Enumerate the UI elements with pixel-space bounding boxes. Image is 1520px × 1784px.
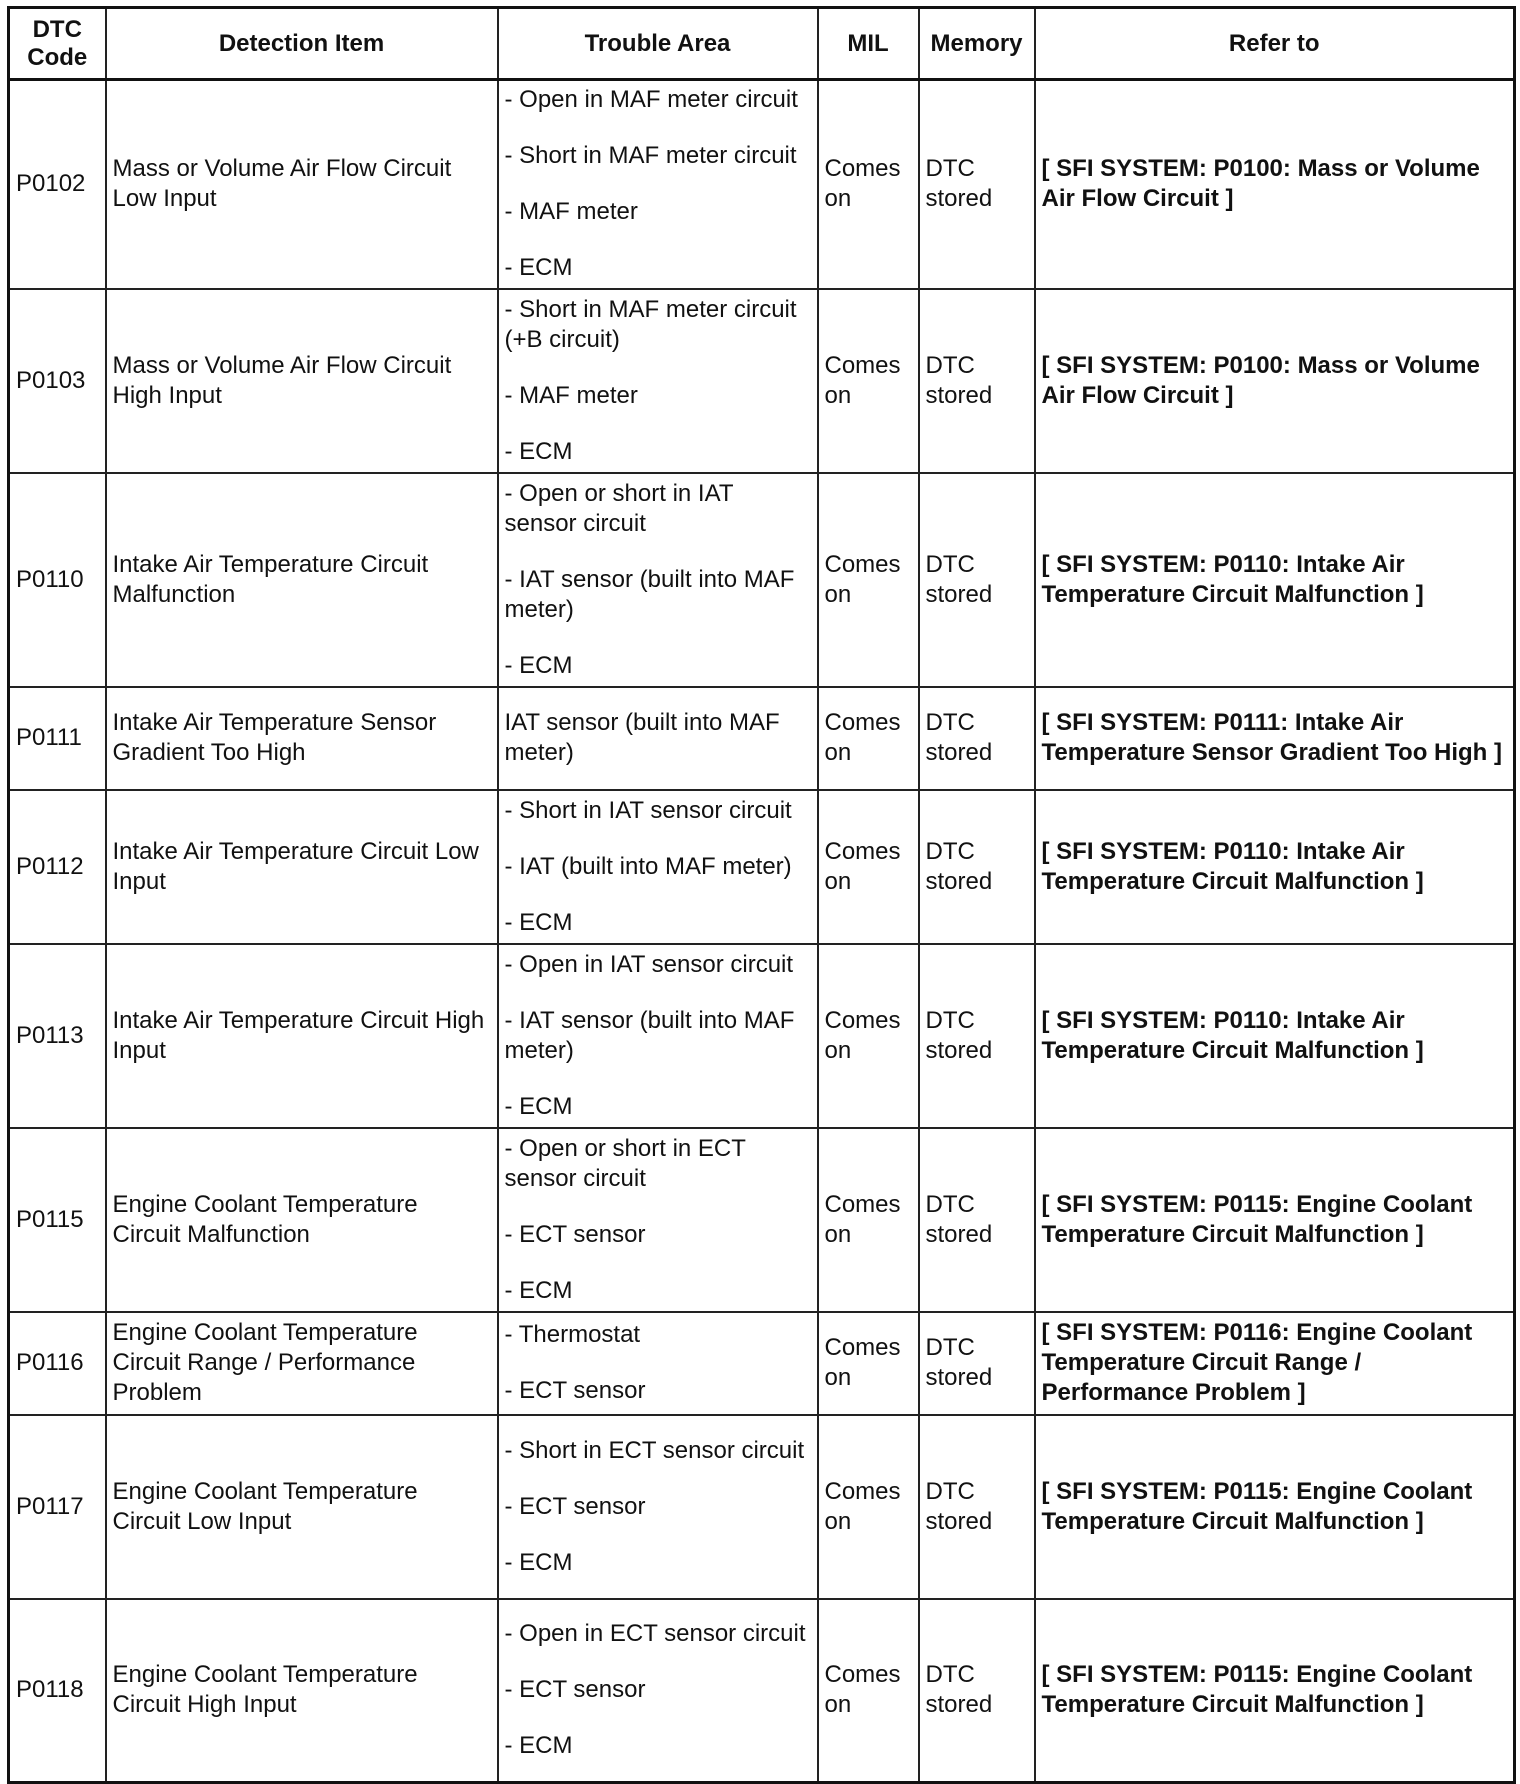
memory-cell: DTC stored: [919, 473, 1035, 687]
table-row: [9, 289, 1515, 473]
dtc-code-cell: P0103: [9, 289, 106, 473]
trouble-area-item: - Short in MAF meter circuit (+B circuit): [504, 295, 797, 353]
trouble-area-cell: [498, 687, 818, 790]
trouble-area-cell: [498, 1128, 818, 1312]
table-row: [9, 1599, 1515, 1783]
trouble-area-spacer: [505, 227, 811, 253]
detection-item-cell: Engine Coolant Temperature Circuit Low Input: [106, 1415, 498, 1599]
trouble-area-item: - IAT sensor (built into MAF meter): [504, 565, 795, 623]
trouble-area-cell: [498, 944, 818, 1128]
trouble-area-cell: [498, 1415, 818, 1599]
trouble-area-item: - ECM: [504, 1732, 573, 1760]
detection-item-cell: Mass or Volume Air Flow Circuit High Input: [106, 289, 498, 473]
mil-cell: Comes on: [818, 944, 919, 1128]
trouble-area-item: - Short in MAF meter circuit: [504, 142, 797, 170]
table-row: [9, 1128, 1515, 1312]
trouble-area-item: - ECM: [504, 651, 573, 679]
detection-item-cell: Intake Air Temperature Sensor Gradient Too High: [106, 687, 498, 790]
trouble-area-item: - Open in MAF meter circuit: [504, 86, 798, 114]
header-refer-to: Refer to: [1035, 8, 1515, 80]
mil-cell: Comes on: [818, 289, 919, 473]
mil-cell: Comes on: [818, 687, 919, 790]
dtc-code-cell: P0102: [9, 80, 106, 289]
detection-item-cell: Engine Coolant Temperature Circuit Range / Performance Problem: [106, 1312, 498, 1415]
refer-to-cell: [ SFI SYSTEM: P0115: Engine Coolant Temperature Circuit Malfunction ]: [1035, 1415, 1515, 1599]
table-row: [9, 790, 1515, 944]
memory-cell: DTC stored: [919, 944, 1035, 1128]
trouble-area-spacer: [505, 1705, 811, 1731]
refer-to-cell: [ SFI SYSTEM: P0110: Intake Air Temperature Circuit Malfunction ]: [1035, 944, 1515, 1128]
memory-cell: DTC stored: [919, 80, 1035, 289]
trouble-area-spacer: [505, 625, 811, 651]
dtc-code-cell: P0115: [9, 1128, 106, 1312]
trouble-area-spacer: [505, 980, 811, 1006]
refer-to-cell: [ SFI SYSTEM: P0100: Mass or Volume Air Flow Circuit ]: [1035, 80, 1515, 289]
dtc-code-cell: P0116: [9, 1312, 106, 1415]
trouble-area-item: - ECT sensor: [504, 1676, 646, 1704]
trouble-area-cell: [498, 790, 818, 944]
memory-cell: DTC stored: [919, 790, 1035, 944]
mil-cell: Comes on: [818, 473, 919, 687]
trouble-area-item: - ECT sensor: [504, 1220, 646, 1248]
mil-cell: Comes on: [818, 80, 919, 289]
header-row: [9, 8, 1515, 80]
trouble-area-item: - ECM: [504, 1092, 573, 1120]
detection-item-cell: Engine Coolant Temperature Circuit High Input: [106, 1599, 498, 1783]
detection-item-cell: Intake Air Temperature Circuit Low Input: [106, 790, 498, 944]
detection-item-cell: Intake Air Temperature Circuit High Input: [106, 944, 498, 1128]
refer-to-cell: [ SFI SYSTEM: P0116: Engine Coolant Temperature Circuit Range / Performance Problem ]: [1035, 1312, 1515, 1415]
trouble-area-item: - IAT sensor (built into MAF meter): [504, 1006, 795, 1064]
trouble-area-spacer: [505, 115, 811, 141]
trouble-area-spacer: [505, 1066, 811, 1092]
trouble-area-spacer: [505, 1466, 811, 1492]
dtc-code-cell: P0117: [9, 1415, 106, 1599]
trouble-area-item: - ECT sensor: [504, 1377, 646, 1404]
trouble-area-spacer: [505, 539, 811, 565]
trouble-area-item: - MAF meter: [504, 198, 638, 226]
trouble-area-item: - Short in ECT sensor circuit: [504, 1436, 805, 1464]
trouble-area-item: - Open or short in ECT sensor circuit: [504, 1134, 746, 1192]
table-row: [9, 944, 1515, 1128]
trouble-area-item: - ECM: [504, 908, 573, 936]
header-detection-item: Detection Item: [106, 8, 498, 80]
trouble-area-cell: [498, 1312, 818, 1415]
trouble-area-spacer: [505, 1250, 811, 1276]
trouble-area-cell: [498, 80, 818, 289]
table-row: [9, 687, 1515, 790]
dtc-code-cell: P0113: [9, 944, 106, 1128]
trouble-area-cell: [498, 473, 818, 687]
header-mil: MIL: [818, 8, 919, 80]
trouble-area-spacer: [505, 355, 811, 381]
trouble-area-item: - Thermostat: [504, 1321, 641, 1348]
trouble-area-spacer: [505, 411, 811, 437]
dtc-code-cell: P0118: [9, 1599, 106, 1783]
header-dtc-code: DTC Code: [9, 8, 106, 80]
memory-cell: DTC stored: [919, 1128, 1035, 1312]
dtc-code-cell: P0112: [9, 790, 106, 944]
trouble-area-spacer: [505, 1522, 811, 1548]
trouble-area-item: - Open in IAT sensor circuit: [504, 950, 794, 978]
trouble-area-item: - ECM: [504, 437, 573, 465]
table-row: [9, 473, 1515, 687]
refer-to-cell: [ SFI SYSTEM: P0110: Intake Air Temperature Circuit Malfunction ]: [1035, 790, 1515, 944]
trouble-area-item: - Open or short in IAT sensor circuit: [504, 479, 734, 537]
dtc-table: [7, 6, 1516, 1784]
detection-item-cell: Mass or Volume Air Flow Circuit Low Input: [106, 80, 498, 289]
refer-to-cell: [ SFI SYSTEM: P0110: Intake Air Temperature Circuit Malfunction ]: [1035, 473, 1515, 687]
header-trouble-area: Trouble Area: [498, 8, 818, 80]
trouble-area-spacer: [505, 882, 811, 908]
trouble-area-spacer: [505, 1649, 811, 1675]
dtc-code-cell: P0111: [9, 687, 106, 790]
trouble-area-item: - Short in IAT sensor circuit: [504, 796, 792, 824]
table-row: [9, 1415, 1515, 1599]
trouble-area-spacer: [505, 171, 811, 197]
trouble-area-item: - Open in ECT sensor circuit: [504, 1620, 806, 1648]
trouble-area-item: - MAF meter: [504, 381, 638, 409]
trouble-area-item: - ECT sensor: [504, 1492, 646, 1520]
trouble-area-spacer: [505, 826, 811, 852]
trouble-area-item: - ECM: [504, 254, 573, 282]
trouble-area-spacer: [505, 1350, 811, 1376]
detection-item-cell: Engine Coolant Temperature Circuit Malfunction: [106, 1128, 498, 1312]
trouble-area-cell: [498, 289, 818, 473]
memory-cell: DTC stored: [919, 1415, 1035, 1599]
trouble-area-item: - ECM: [504, 1276, 573, 1304]
memory-cell: DTC stored: [919, 687, 1035, 790]
refer-to-cell: [ SFI SYSTEM: P0100: Mass or Volume Air Flow Circuit ]: [1035, 289, 1515, 473]
memory-cell: DTC stored: [919, 289, 1035, 473]
table-row: [9, 80, 1515, 289]
mil-cell: Comes on: [818, 1599, 919, 1783]
refer-to-cell: [ SFI SYSTEM: P0115: Engine Coolant Temperature Circuit Malfunction ]: [1035, 1599, 1515, 1783]
trouble-area-item: IAT sensor (built into MAF meter): [504, 709, 780, 766]
mil-cell: Comes on: [818, 790, 919, 944]
table-body: [9, 80, 1515, 1783]
mil-cell: Comes on: [818, 1312, 919, 1415]
refer-to-cell: [ SFI SYSTEM: P0111: Intake Air Temperature Sensor Gradient Too High ]: [1035, 687, 1515, 790]
mil-cell: Comes on: [818, 1415, 919, 1599]
dtc-code-cell: P0110: [9, 473, 106, 687]
detection-item-cell: Intake Air Temperature Circuit Malfunction: [106, 473, 498, 687]
memory-cell: DTC stored: [919, 1599, 1035, 1783]
table-row: [9, 1312, 1515, 1415]
trouble-area-cell: [498, 1599, 818, 1783]
trouble-area-item: - IAT (built into MAF meter): [504, 852, 792, 880]
mil-cell: Comes on: [818, 1128, 919, 1312]
header-memory: Memory: [919, 8, 1035, 80]
refer-to-cell: [ SFI SYSTEM: P0115: Engine Coolant Temperature Circuit Malfunction ]: [1035, 1128, 1515, 1312]
trouble-area-item: - ECM: [504, 1548, 573, 1576]
memory-cell: DTC stored: [919, 1312, 1035, 1415]
trouble-area-spacer: [505, 1194, 811, 1220]
